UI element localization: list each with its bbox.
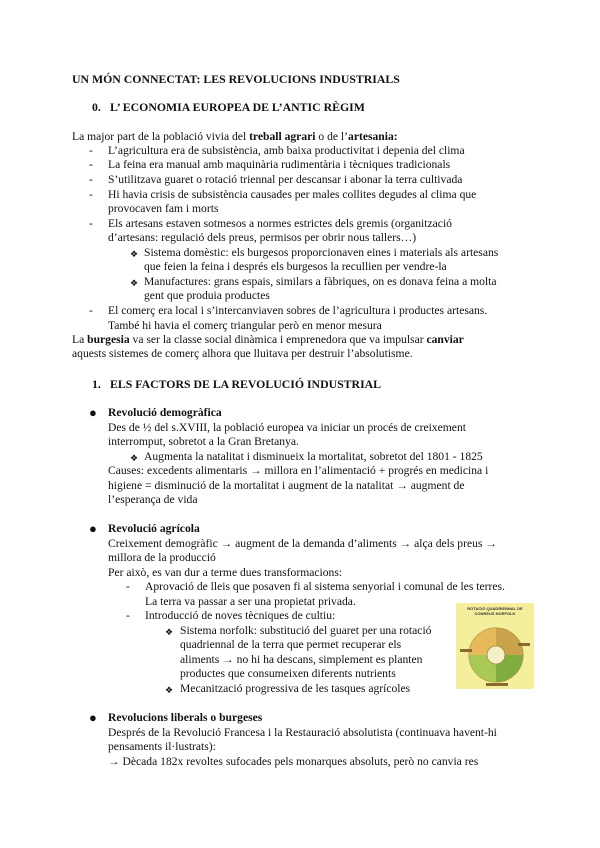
demographic-text: higiene = disminució de la mortalitat i augment de la natalitat → augment de	[108, 479, 465, 492]
sub-list-item-continuation: gent que produia productes	[144, 289, 270, 302]
rotation-wheel-icon	[456, 603, 534, 689]
sub-list-item-continuation: productes que consumeixen diferents nutrients	[180, 667, 396, 680]
section-0-intro: La major part de la població vivia del treball agrari o de l’artesania:	[72, 130, 398, 143]
list-item-continuation: d’artesans: regulació dels preus, permisos per obrir nous tallers…)	[108, 231, 417, 244]
liberal-heading: Revolucions liberals o burgeses	[108, 711, 263, 724]
section-0-title: L’ ECONOMIA EUROPEA DE L’ANTIC RÈGIM	[110, 100, 365, 114]
diamond-bullet-icon: ❖	[130, 249, 139, 259]
list-item: - L’agricultura era de subsistència, amb baixa productivitat i depenia del clima	[108, 144, 465, 159]
norfolk-rotation-figure	[456, 603, 534, 689]
list-item: - El comerç era local i s’intercanviaven sobres de l’agricultura i productes artesans.	[108, 304, 487, 319]
list-item: - Hi havia crisis de subsistència causades per males collites degudes al clima que	[108, 188, 476, 203]
diamond-bullet-icon: ❖	[165, 685, 174, 695]
section-1-title: ELS FACTORS DE LA REVOLUCIÓ INDUSTRIAL	[110, 377, 382, 391]
bullet-dot-icon: ●	[89, 521, 97, 536]
diamond-bullet-icon: ❖	[130, 278, 139, 288]
sub-list-item: Mecanització progressiva de les tasques agrícoles	[180, 682, 411, 695]
bullet-dot-icon: ●	[89, 405, 97, 420]
list-item-continuation: També hi havia el comerç triangular però en menor mesura	[108, 319, 382, 332]
sub-list-item-continuation: que feien la feina i després els burgesos la recullien per vendre-la	[144, 260, 447, 273]
agricultural-text: millora de la producció	[108, 551, 216, 564]
sub-list-item-continuation: aliments → no hi ha descans, simplement es planten	[180, 653, 423, 666]
liberal-text: pensaments il·lustrats):	[108, 740, 216, 753]
list-item: - S’utilitzava guaret o rotació triennal per descansar i abonar la terra cultivada	[108, 173, 462, 188]
liberal-text: → Dècada 182x revoltes sufocades pels monarques absoluts, però no canvia res	[108, 755, 479, 768]
sub-list-item: Augmenta la natalitat i disminueix la mortalitat, sobretot del 1801 - 1825	[144, 450, 483, 463]
sub-list-item: Sistema norfolk: substitució del guaret per una rotació	[180, 624, 432, 637]
agricultural-text: Per això, es van dur a terme dues transformacions:	[108, 566, 343, 579]
figure-title: ROTACIÓ QUADRIENNAL DE CONREUS NORFOLK	[467, 606, 523, 616]
demographic-text: interromput, sobretot a la Gran Bretanya.	[108, 435, 299, 448]
demographic-heading: Revolució demogràfica	[108, 406, 222, 419]
bullet-dot-icon: ●	[89, 710, 97, 725]
section-0-number: 0.	[92, 100, 101, 114]
diamond-bullet-icon: ❖	[130, 453, 139, 463]
list-item-continuation: La terra va passar a ser una propietat privada.	[145, 595, 356, 608]
sub-list-item-continuation: quadriennal de la terra que permet recuperar els	[180, 638, 402, 651]
demographic-text: l’esperança de vida	[108, 493, 198, 506]
demographic-text: Causes: excedents alimentaris → millora en l’alimentació + progrés en medicina i	[108, 464, 489, 477]
list-item: - Els artesans estaven sotmesos a normes estrictes dels gremis (organització	[108, 217, 452, 232]
sub-list-item: Manufactures: grans espais, similars a fàbriques, on es donava feina a molta	[144, 275, 497, 288]
page-title: UN MÓN CONNECTAT: LES REVOLUCIONS INDUSTRIALS	[72, 72, 400, 86]
list-item: - La feina era manual amb maquinària rudimentària i tècniques tradicionals	[108, 158, 450, 173]
burgesia-paragraph-continuation: aquests sistemes de comerç alhora que lluitava per destruir l’absolutisme.	[72, 347, 413, 360]
list-item-continuation: provocaven fam i morts	[108, 202, 219, 215]
diamond-bullet-icon: ❖	[165, 627, 174, 637]
burgesia-paragraph: La burgesia va ser la classe social dinàmica i emprenedora que va impulsar canviar	[72, 333, 464, 346]
agricultural-heading: Revolució agrícola	[108, 522, 200, 535]
section-1-number: 1.	[92, 377, 101, 391]
list-item: - Introducció de noves tècniques de cultiu:	[145, 609, 335, 624]
liberal-text: Després de la Revolució Francesa i la Restauració absolutista (continuava havent-hi	[108, 726, 497, 739]
sub-list-item: Sistema domèstic: els burgesos proporcionaven eines i materials als artesans	[144, 246, 499, 259]
demographic-text: Des de ½ del s.XVIII, la població europea va iniciar un procés de creixement	[108, 421, 466, 434]
list-item: - Aprovació de lleis que posaven fi al sistema senyorial i comunal de les terres.	[145, 580, 505, 595]
agricultural-text: Creixement demogràfic → augment de la demanda d’aliments → alça dels preus →	[108, 537, 497, 550]
